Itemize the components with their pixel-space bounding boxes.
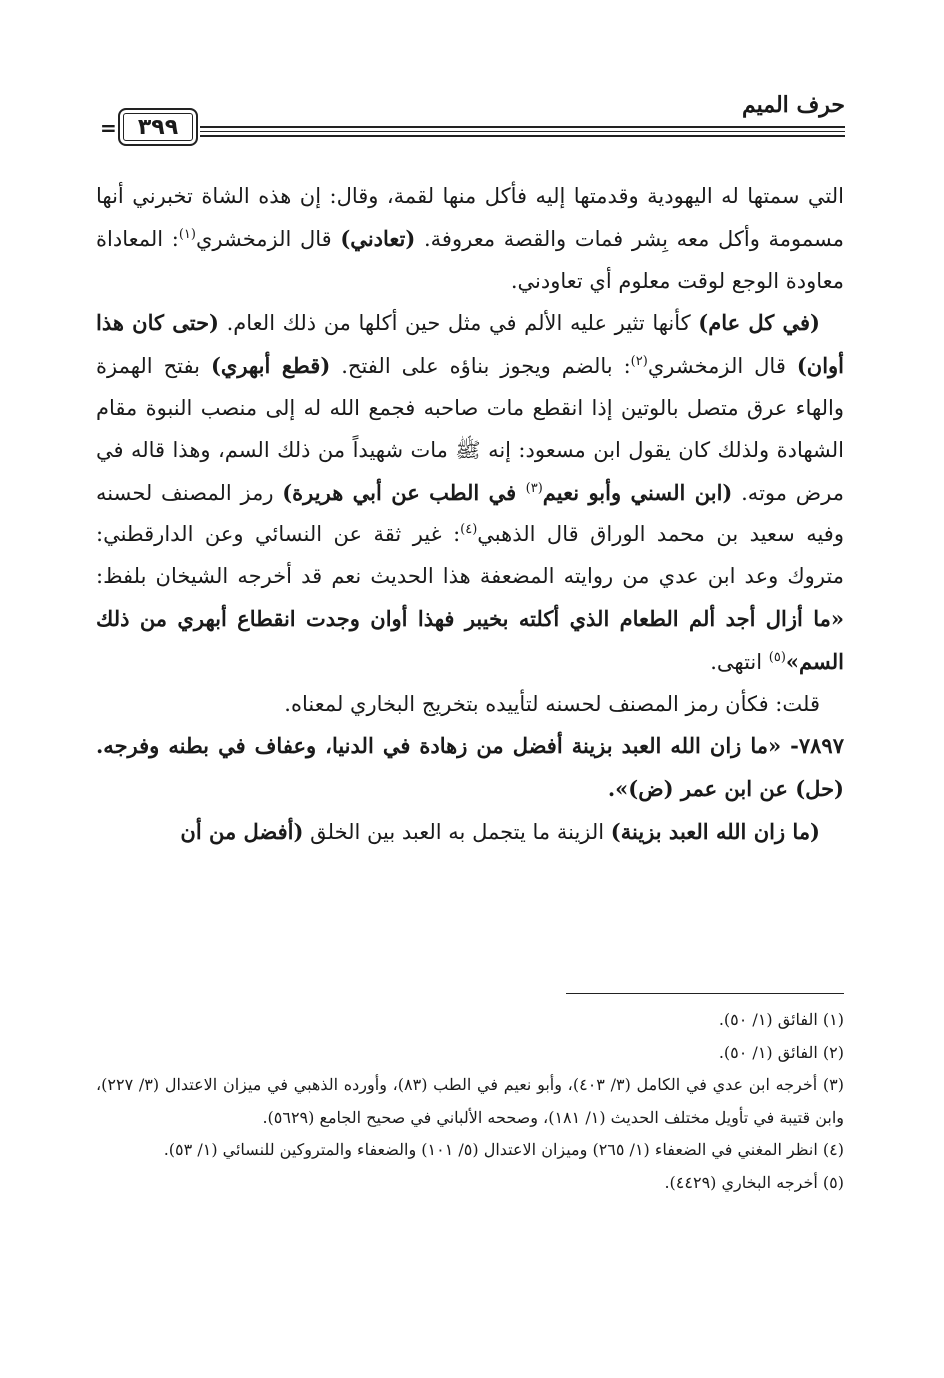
header-rule: [200, 135, 845, 137]
footnote: (٤) انظر المغني في الضعفاء (١/ ٢٦٥) وميزان الاعتدال (٥/ ١٠١) والضعفاء والمتروكين للنسائي (١/ ٥٣).: [163, 1140, 844, 1159]
text-run: قلت: فكأن رمز المصنف لحسنه لتأييده بتخريج البخاري لمعناه.: [284, 691, 820, 716]
text-run: رمز المصنف لحسنه وفيه سعيد بن محمد الوراق قال الذهبي: [96, 480, 844, 547]
footnote: (٣) أخرجه ابن عدي في الكامل (٣/ ٤٠٣)، وأبو نعيم في الطب (٨٣)، وأورده الذهبي في ميزان الاعتدال (٣/ ٢٢٧)، وابن قتيبة في تأويل مختلف الحديث (١/ ١٨١)، وصححه الألباني في صحيح الجامع (٥٦٢٩).: [96, 1075, 845, 1127]
bold-quote: «ما أزال أجد ألم الطعام الذي أكلته بخيبر فهذا أوان وجدت انقطاع أبهري من ذلك السم»: [96, 605, 844, 674]
footnote: (١) الفائق (١/ ٥٠).: [718, 1010, 844, 1029]
hadith-number: ٧٨٩٧-: [781, 733, 844, 759]
footnote-ref: (٤): [460, 522, 478, 538]
hadith-text: «ما زان الله العبد بزينة أفضل من زهادة في الدنيا، وعفاف في بطنه وفرجه. (حل) عن ابن عمر (ض)».: [96, 733, 844, 802]
main-text: [96, 176, 844, 854]
text-run: انتهى.: [710, 649, 769, 674]
footnote: (٥) أخرجه البخاري (٤٤٢٩).: [664, 1172, 844, 1192]
bold-term: (ما زان الله العبد بزينة): [610, 818, 820, 844]
footnote-ref: (١): [178, 226, 196, 242]
chapter-title: حرف الميم: [741, 92, 845, 118]
hadith-entry: [96, 725, 844, 811]
footnote-ref: (٣): [525, 480, 543, 496]
paragraph: [96, 176, 844, 302]
footnote-ref: (٢): [630, 354, 648, 370]
text-run: التي سمتها له اليهودية وقدمتها إليه فأكل منها لقمة، وقال: إن هذه الشاة تخبرني أنها مسمومة وأكل معه بِشر فمات والقصة معروفة.: [96, 184, 844, 251]
text-run: : بالضم ويجوز بناؤه على الفتح.: [330, 354, 631, 379]
footnotes: [96, 1004, 844, 1199]
paragraph: [96, 811, 844, 854]
bold-term: (في كل عام): [698, 310, 820, 336]
bold-term: (حتى كان هذا أوان): [96, 310, 845, 379]
bold-term: (قطع أبهري): [210, 353, 331, 379]
bold-term: في الطب عن أبي هريرة): [282, 479, 526, 505]
header-rule: [200, 126, 845, 128]
footnote-ref: (٥): [768, 649, 786, 665]
footnote-separator: [566, 993, 844, 994]
footnote: (٢) الفائق (١/ ٥٠).: [718, 1042, 844, 1062]
running-header: [100, 90, 845, 150]
text-run: كأنها تثير عليه الألم في مثل حين أكلها من ذلك العام.: [219, 311, 699, 336]
text-run: بفتح الهمزة والهاء عرق متصل بالوتين إذا انقطع مات صاحبه فجمع الله له إلى منصب النبوة مقام الشهادة ولذلك كان يقول ابن مسعود: إنه ﷺ مات شهيداً من ذلك السم، وهذا قاله في مرض موته.: [96, 354, 844, 505]
page-number: ٣٩٩: [118, 108, 198, 146]
text-run: قال الزمخشري: [195, 226, 341, 251]
header-ornament: =: [100, 116, 117, 140]
bold-term: (أفضل من أن: [180, 818, 304, 844]
text-run: الزينة ما يتجمل به العبد بين الخلق: [303, 819, 611, 844]
paragraph: [96, 684, 844, 726]
header-rule: [200, 131, 845, 132]
bold-term: (تعادني): [340, 225, 416, 251]
text-run: : المعاداة معاودة الوجع لوقت معلوم أي تعاودني.: [96, 226, 844, 293]
text-run: قال الزمخشري: [647, 354, 797, 379]
text-run: : غير ثقة عن النسائي وعن الدارقطني: متروك وعد ابن عدي من روايته المضعفة هذا الحديث نعم قد أخرجه الشيخان بلفظ:: [96, 522, 844, 589]
paragraph: [96, 302, 844, 683]
bold-term: (ابن السني وأبو نعيم: [542, 479, 733, 505]
